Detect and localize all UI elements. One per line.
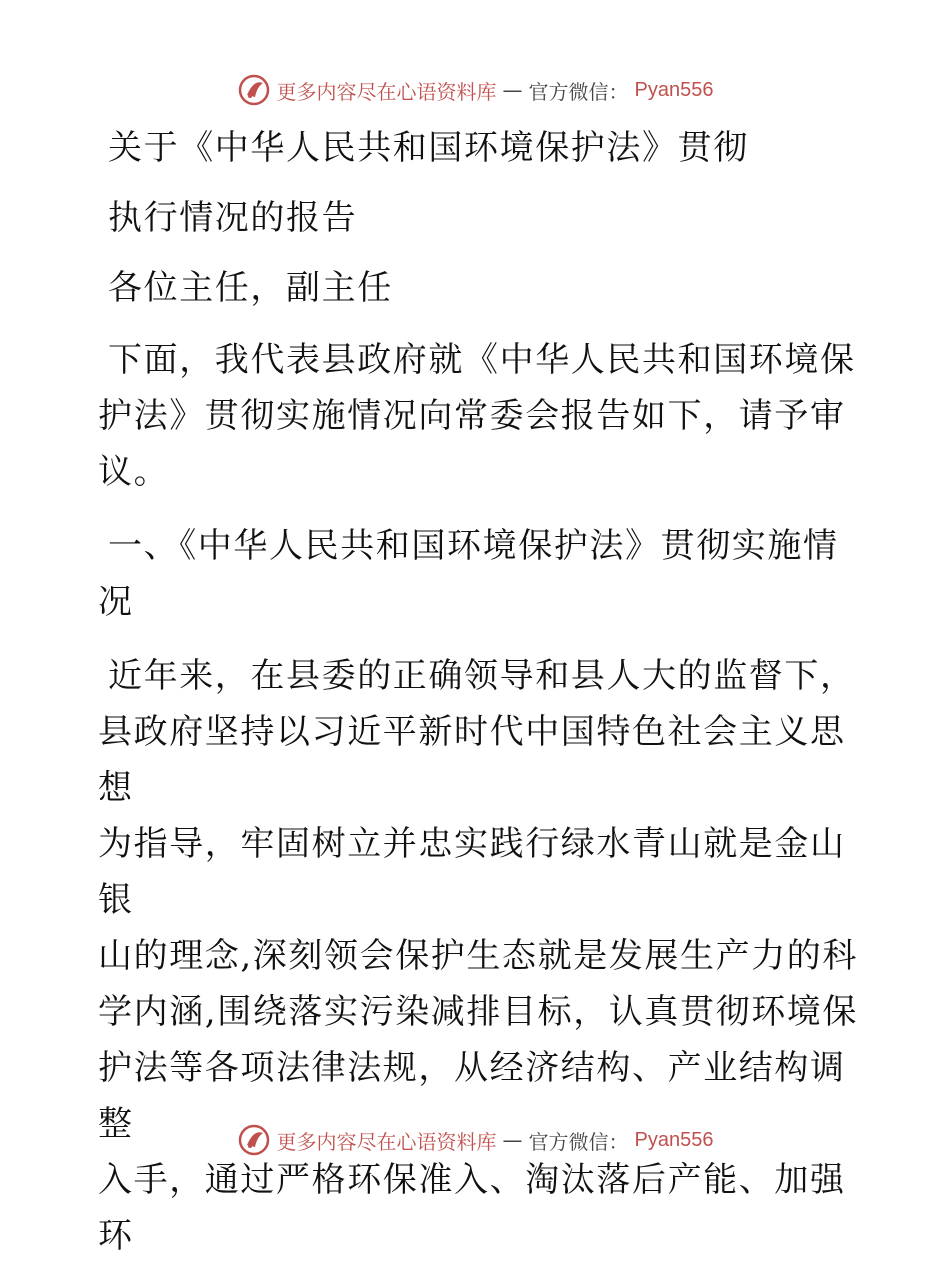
body-line: 县政府坚持以习近平新时代中国特色社会主义思想 xyxy=(98,712,846,808)
banner-wechat-id: Pyan556 xyxy=(634,78,714,101)
banner-dash: — xyxy=(502,78,523,102)
body-line: 学内涵,围绕落实污染减排目标，认真贯彻环境保 xyxy=(98,992,859,1032)
salutation: 各位主任，副主任 xyxy=(108,268,393,308)
intro-line-2: 护法》贯彻实施情况向常委会报告如下，请予审 xyxy=(98,396,846,436)
body-line: 山的理念,深刻领会保护生态就是发展生产力的科 xyxy=(98,936,859,976)
document-body xyxy=(98,122,858,1264)
section-heading-line-1: 一、《中华人民共和国环境保护法》贯彻实施情 xyxy=(108,526,839,566)
banner-site-text: 更多内容尽在心语资料库 xyxy=(276,79,497,104)
banner-wechat-id: Pyan556 xyxy=(634,1128,714,1151)
brand-logo-icon xyxy=(237,73,271,107)
body-line: 为指导，牢固树立并忠实践行绿水青山就是金山银 xyxy=(98,824,846,920)
document-title-line-2: 执行情况的报告 xyxy=(108,198,358,238)
intro-line-1: 下面，我代表县政府就《中华人民共和国环境保 xyxy=(108,340,856,380)
banner-wechat-label: 官方微信： xyxy=(528,1129,629,1154)
section-heading-line-2: 况 xyxy=(98,582,134,622)
banner-site-text: 更多内容尽在心语资料库 xyxy=(276,1129,497,1154)
document-title-line-1: 关于《中华人民共和国环境保护法》贯彻 xyxy=(108,128,749,168)
footer-banner xyxy=(0,1120,950,1160)
banner-wechat-label: 官方微信： xyxy=(528,79,629,104)
banner-dash: — xyxy=(502,1128,523,1152)
body-line: 入手，通过严格环保准入、淘汰落后产能、加强环 xyxy=(98,1160,846,1256)
brand-logo-icon xyxy=(237,1123,271,1157)
body-line: 护法等各项法律法规，从经济结构、产业结构调整 xyxy=(98,1048,846,1144)
intro-line-3: 议。 xyxy=(98,452,170,492)
body-line: 近年来，在县委的正确领导和县人大的监督下， xyxy=(108,656,856,696)
header-banner xyxy=(0,70,950,110)
